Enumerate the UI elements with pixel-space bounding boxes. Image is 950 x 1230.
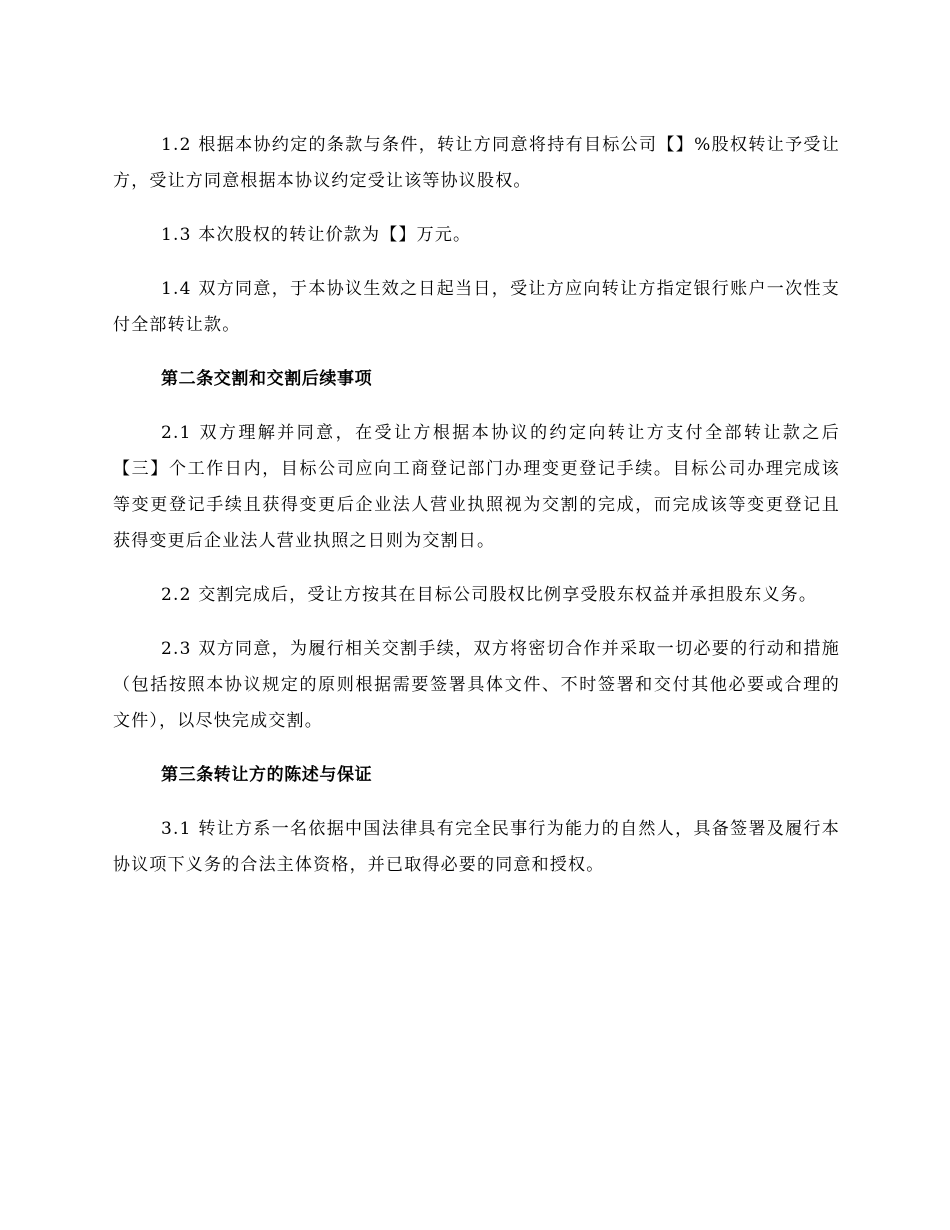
clause-1-4: 1.4 双方同意，于本协议生效之日起当日，受让方应向转让方指定银行账户一次性支付全部转让款。 — [113, 279, 840, 335]
section-heading-article-2: 第二条交割和交割后续事项 — [161, 369, 373, 389]
section-heading-article-3: 第三条转让方的陈述与保证 — [161, 765, 373, 785]
clause-3-1: 3.1 转让方系一名依据中国法律具有完全民事行为能力的自然人，具备签署及履行本协议项下义务的合法主体资格，并已取得必要的同意和授权。 — [113, 819, 840, 875]
clause-1-3: 1.3 本次股权的转让价款为【】万元。 — [161, 225, 472, 245]
clause-2-2: 2.2 交割完成后，受让方按其在目标公司股权比例享受股东权益并承担股东义务。 — [161, 585, 818, 605]
clause-1-2: 1.2 根据本协约定的条款与条件，转让方同意将持有目标公司【】%股权转让予受让方，受让方同意根据本协议约定受让该等协议股权。 — [113, 135, 840, 191]
clause-2-3: 2.3 双方同意，为履行相关交割手续，双方将密切合作并采取一切必要的行动和措施（包括按照本协议规定的原则根据需要签署具体文件、不时签署和交付其他必要或合理的文件），以尽快完成交割。 — [113, 639, 840, 731]
clause-2-1: 2.1 双方理解并同意，在受让方根据本协议的约定向转让方支付全部转让款之后【三】个工作日内，目标公司应向工商登记部门办理变更登记手续。目标公司办理完成该等变更登记手续且获得变更后企业法人营业执照视为交割的完成，而完成该等变更登记且获得变更后企业法人营业执照之日则为交割日。 — [113, 423, 840, 551]
document-page — [113, 127, 840, 901]
